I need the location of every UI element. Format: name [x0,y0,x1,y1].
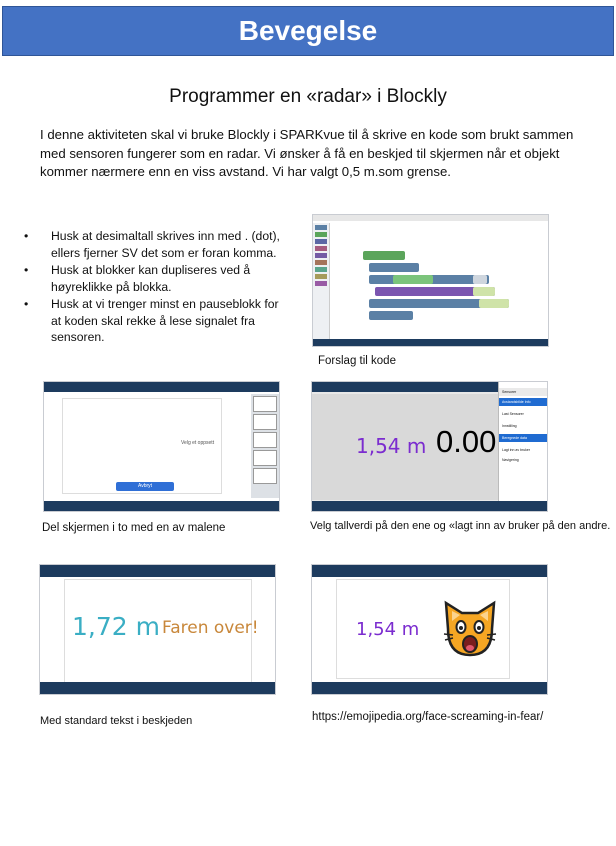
sensor-reading: 1,72 m [72,612,160,641]
sensor-reading: 1,54 m [356,434,427,458]
menu-item[interactable]: Sensorer [499,388,548,396]
sparkvue-bottom-bar [312,501,547,511]
title-banner [2,6,614,56]
emoji-message-screenshot [311,564,548,695]
caption-code: Forslag til kode [318,355,396,367]
caption-emoji: https://emojipedia.org/face-screaming-in-fear/ [312,711,544,723]
menu-item[interactable]: Avstandsbilde Info [499,398,548,406]
block-sensor-value [393,275,433,284]
warning-message: Faren over! [162,618,259,638]
menu-item[interactable]: Lagt inn av bruker [502,448,531,452]
page-title: Bevegelse [238,15,378,46]
intro-paragraph: I denne aktiviteten skal vi bruke Blockly i SPARKvue til å skrive en kode som brukt sammen med sensoren fungerer som en radar. Vi ønsker å få en beskjed til skjermen når et objekt kommer nærmere enn en viss avstand. Vi har valgt 0,5 m.som grense. [40,127,574,179]
tip-item: • Husk at blokker kan dupliseres ved å høyreklikke på blokka. [22,262,292,295]
menu-item[interactable]: Beregnede data [499,434,548,442]
menu-item[interactable]: Navigering [502,458,519,462]
blockly-toolbox [313,223,330,341]
menu-item[interactable]: Innstilling [502,424,517,428]
block-text-faren-over [479,299,509,308]
sparkvue-bottom-bar [44,501,279,511]
config-menu [498,382,548,512]
sparkvue-top-bar [40,565,275,577]
sensor-reading: 1,54 m [356,619,420,640]
menu-item[interactable]: Last Sensorer [502,412,524,416]
block-pause-2 [369,311,413,320]
block-repeat [363,251,405,260]
subtitle: Programmer en «radar» i Blockly [169,86,447,107]
sparkvue-bottom-bar [313,339,548,346]
caption-standard: Med standard tekst i beskjeden [40,715,193,727]
split-screen-screenshot [43,381,280,512]
caption-split: Del skjermen i to med en av malene [42,522,226,534]
caption-value: Velg tallverdi på den ene og «lagt inn av bruker på den andre. [310,520,611,532]
layout-canvas [62,398,222,494]
layout-side-label: Velg et oppsett [181,440,215,446]
blockly-top-strip [313,215,548,221]
layout-cancel-button[interactable]: Avbryt [116,482,174,491]
layout-templates-panel [251,394,279,498]
sparkvue-bottom-bar [312,682,547,694]
screaming-cat-icon [440,599,500,659]
numeric-value: 0.00 [436,424,497,459]
block-pause [369,263,419,272]
block-text-faren [473,287,495,296]
sparkvue-bottom-bar [40,682,275,694]
tips-list [22,228,292,347]
sparkvue-top-bar [312,565,547,577]
tip-item: • Husk at vi trenger minst en pauseblokk for at koden skal rekke å lese signalet fra sensoren. [22,296,292,346]
standard-message-screenshot [39,564,276,695]
sparkvue-top-bar [44,382,279,392]
block-number [473,275,487,284]
tip-item: • Husk at desimaltall skrives inn med . (dot), ellers fjerner SV det som er foran komma. [22,228,292,261]
blockly-code-screenshot [312,214,549,347]
value-display-screenshot [311,381,548,512]
